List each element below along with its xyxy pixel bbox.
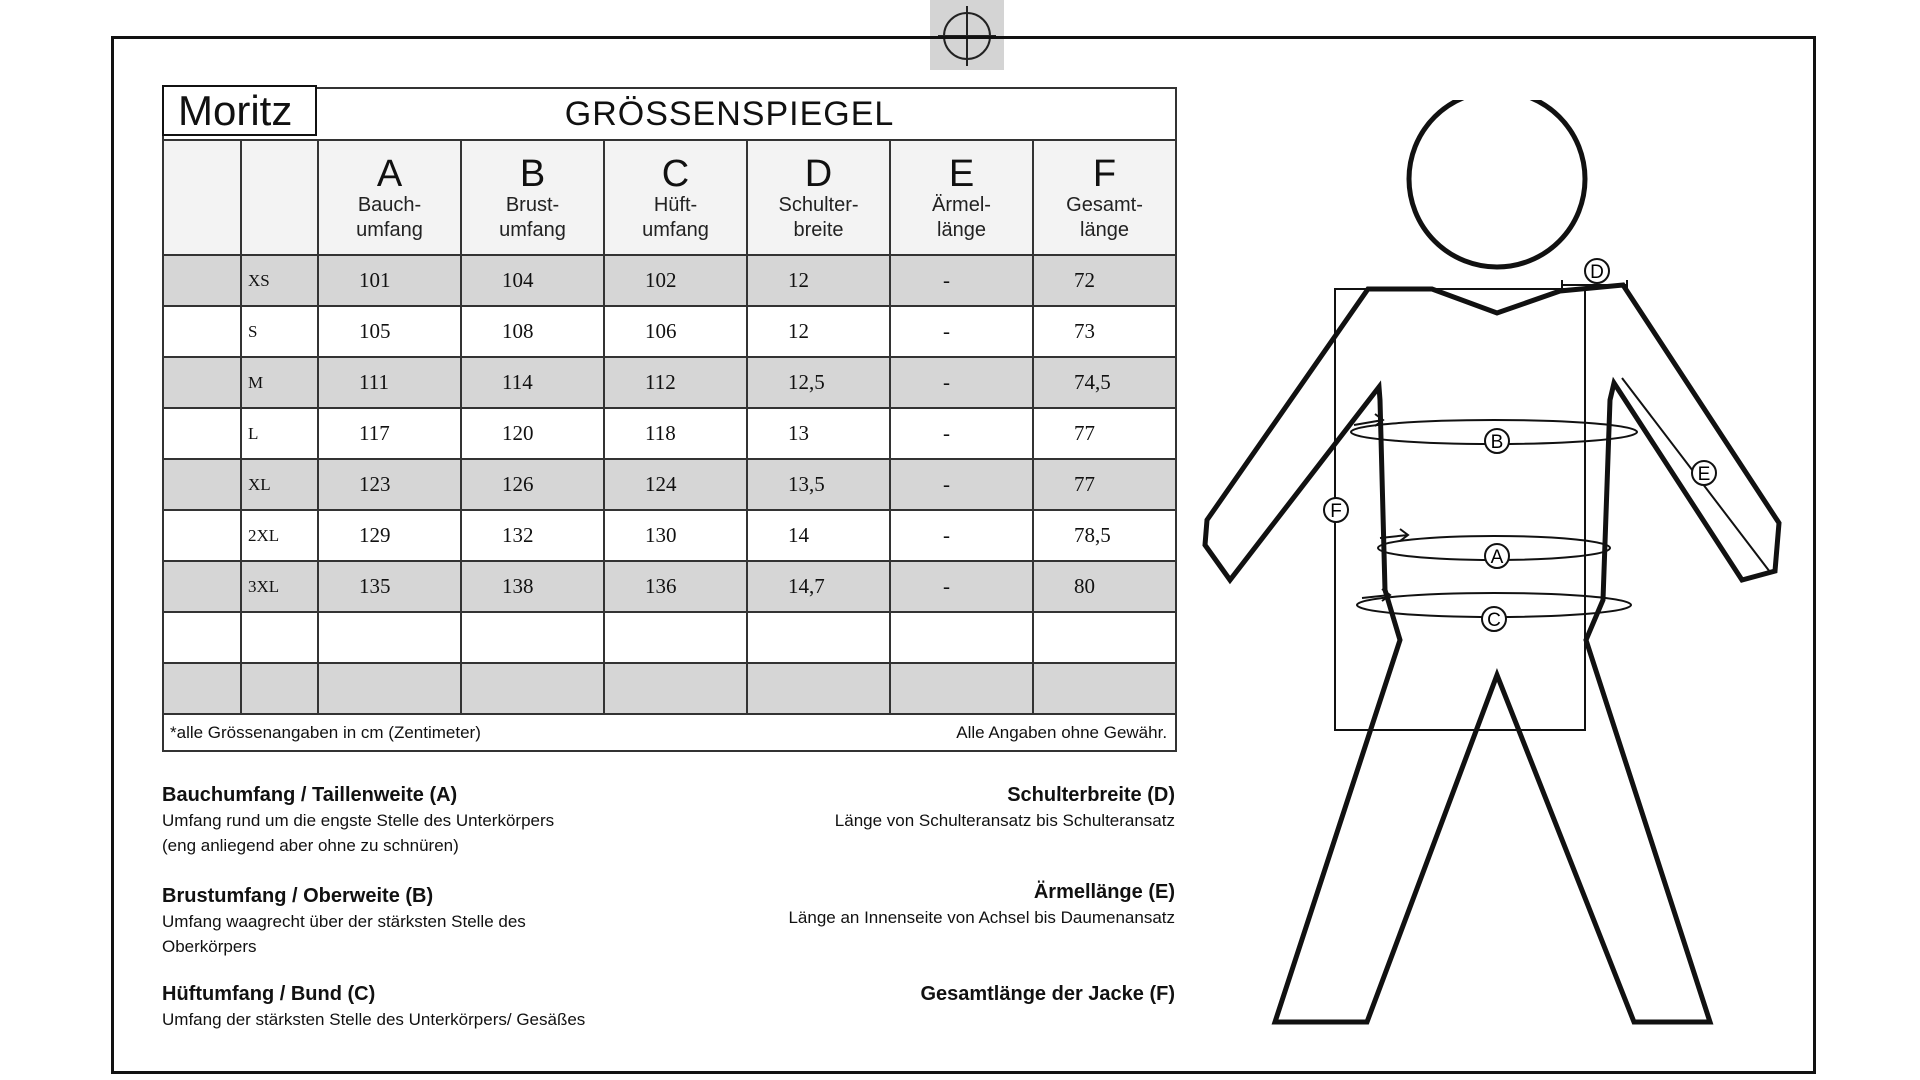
table-cell: 130 [604,510,747,561]
table-cell [241,612,318,663]
definition-term: Bauchumfang / Taillenweite (A) [162,784,458,806]
table-cell: 118 [604,408,747,459]
table-cell [163,561,241,612]
body-measurement-figure [1200,100,1820,1040]
table-cell [890,663,1033,714]
definition-text: Umfang der stärksten Stelle des Unterkörpers/ Gesäßes [162,1010,586,1029]
table-cell [461,612,604,663]
definition-total-length [920,982,1175,1007]
table-cell [318,612,461,663]
definition-sleeve [788,880,1175,930]
table-cell: 136 [604,561,747,612]
table-row [163,306,1176,357]
table-cell: 112 [604,357,747,408]
table-cell: 14,7 [747,561,890,612]
table-cell: 123 [318,459,461,510]
label-f-marker [1324,498,1348,522]
table-cell: 77 [1033,459,1176,510]
size-cell: XL [241,459,318,510]
table-cell [163,510,241,561]
column-label: Brust- umfang [499,194,566,241]
column-label: Schulter- breite [778,194,859,241]
table-cell: 135 [318,561,461,612]
header-empty-cell [163,140,241,255]
table-row [163,357,1176,408]
footnote-row [163,714,1176,751]
header-cell [890,140,1033,255]
size-cell: S [241,306,318,357]
column-letter: F [1092,153,1117,195]
table-cell: 126 [461,459,604,510]
size-cell: 2XL [241,510,318,561]
table-cell: 114 [461,357,604,408]
column-letter: C [661,153,690,195]
header-cell [604,140,747,255]
table-cell [318,663,461,714]
table-cell: 108 [461,306,604,357]
table-cell: 138 [461,561,604,612]
label-a-marker [1485,544,1509,568]
table-cell [747,612,890,663]
table-cell: 77 [1033,408,1176,459]
table-cell [163,663,241,714]
table-cell: 80 [1033,561,1176,612]
column-label: Ärmel- länge [932,194,991,241]
size-cell: L [241,408,318,459]
table-cell: - [890,408,1033,459]
size-cell: XS [241,255,318,306]
table-cell: 106 [604,306,747,357]
table-cell: 117 [318,408,461,459]
table-row [163,459,1176,510]
column-label: Gesamt- länge [1066,194,1143,241]
label-d-marker [1585,259,1609,283]
table-cell: 13,5 [747,459,890,510]
table-cell: 105 [318,306,461,357]
label-c-marker [1482,607,1506,631]
size-chart-table [162,87,1177,752]
table-cell: 101 [318,255,461,306]
definition-term: Hüftumfang / Bund (C) [162,983,376,1005]
label-letter: B [1490,432,1504,453]
footnote-right: Alle Angaben ohne Gewähr. [604,714,1176,751]
table-cell: 120 [461,408,604,459]
table-cell [747,663,890,714]
definition-waist [162,783,554,858]
definition-text: Länge an Innenseite von Achsel bis Daumenansatz [788,908,1175,927]
column-letter: D [804,153,833,195]
table-cell [163,408,241,459]
table-row [163,510,1176,561]
label-letter: D [1590,262,1604,283]
header-row [163,140,1176,255]
label-letter: F [1330,501,1342,522]
table-cell: - [890,306,1033,357]
header-cell [318,140,461,255]
table-row-empty [163,612,1176,663]
label-letter: C [1487,610,1501,631]
table-row [163,408,1176,459]
table-cell: 129 [318,510,461,561]
column-label: Hüft- umfang [642,194,709,241]
column-letter: E [948,153,975,195]
column-label: Bauch- umfang [356,194,423,241]
table-cell [163,255,241,306]
brand-logo: Moritz [162,85,317,136]
definition-term: Schulterbreite (D) [1007,784,1175,806]
table-cell [604,612,747,663]
table-cell: 12 [747,306,890,357]
table-cell [163,306,241,357]
table-cell: - [890,561,1033,612]
footnote-left: *alle Grössenangaben in cm (Zentimeter) [163,714,604,751]
table-cell [1033,612,1176,663]
table-cell [604,663,747,714]
definition-hip [162,982,585,1032]
table-cell [241,663,318,714]
label-letter: E [1697,464,1711,485]
definition-shoulder [835,783,1175,833]
table-row [163,561,1176,612]
size-cell: 3XL [241,561,318,612]
table-row-empty [163,663,1176,714]
chart-title: GRÖSSENSPIEGEL [163,88,1176,140]
header-cell [1033,140,1176,255]
figure-body [1205,285,1779,1022]
label-letter: A [1490,547,1504,568]
label-b-marker [1485,429,1509,453]
table-cell: - [890,255,1033,306]
table-cell: 124 [604,459,747,510]
table-cell: 12 [747,255,890,306]
column-letter: A [376,153,403,195]
size-cell: M [241,357,318,408]
definition-term: Ärmellänge (E) [1033,881,1175,903]
table-cell: 72 [1033,255,1176,306]
figure-length-box [1335,289,1585,730]
definition-text: Länge von Schulteransatz bis Schulteransatz [834,811,1175,830]
table-cell: 111 [318,357,461,408]
column-letter: B [519,153,546,195]
table-cell: - [890,459,1033,510]
table-row [163,255,1176,306]
table-cell [461,663,604,714]
table-cell: 14 [747,510,890,561]
table-cell: - [890,510,1033,561]
table-cell: 12,5 [747,357,890,408]
table-cell [1033,663,1176,714]
definition-text: Umfang rund um die engste Stelle des Unterkörpers (eng anliegend aber ohne zu schnüren) [162,811,555,855]
header-cell [461,140,604,255]
table-cell: 13 [747,408,890,459]
figure-head [1409,100,1585,267]
table-cell [163,357,241,408]
table-cell: 132 [461,510,604,561]
label-e-marker [1692,461,1716,485]
definition-term: Gesamtlänge der Jacke (F) [920,983,1175,1005]
definition-text: Umfang waagrecht über der stärksten Stelle des Oberkörpers [162,912,526,956]
table-cell: 73 [1033,306,1176,357]
header-empty-cell [241,140,318,255]
definition-term: Brustumfang / Oberweite (B) [162,885,434,907]
table-cell: 104 [461,255,604,306]
table-cell [163,459,241,510]
header-cell [747,140,890,255]
definition-chest [162,884,526,959]
table-cell [890,612,1033,663]
table-cell: 74,5 [1033,357,1176,408]
table-cell: 78,5 [1033,510,1176,561]
table-cell: - [890,357,1033,408]
table-cell: 102 [604,255,747,306]
table-cell [163,612,241,663]
